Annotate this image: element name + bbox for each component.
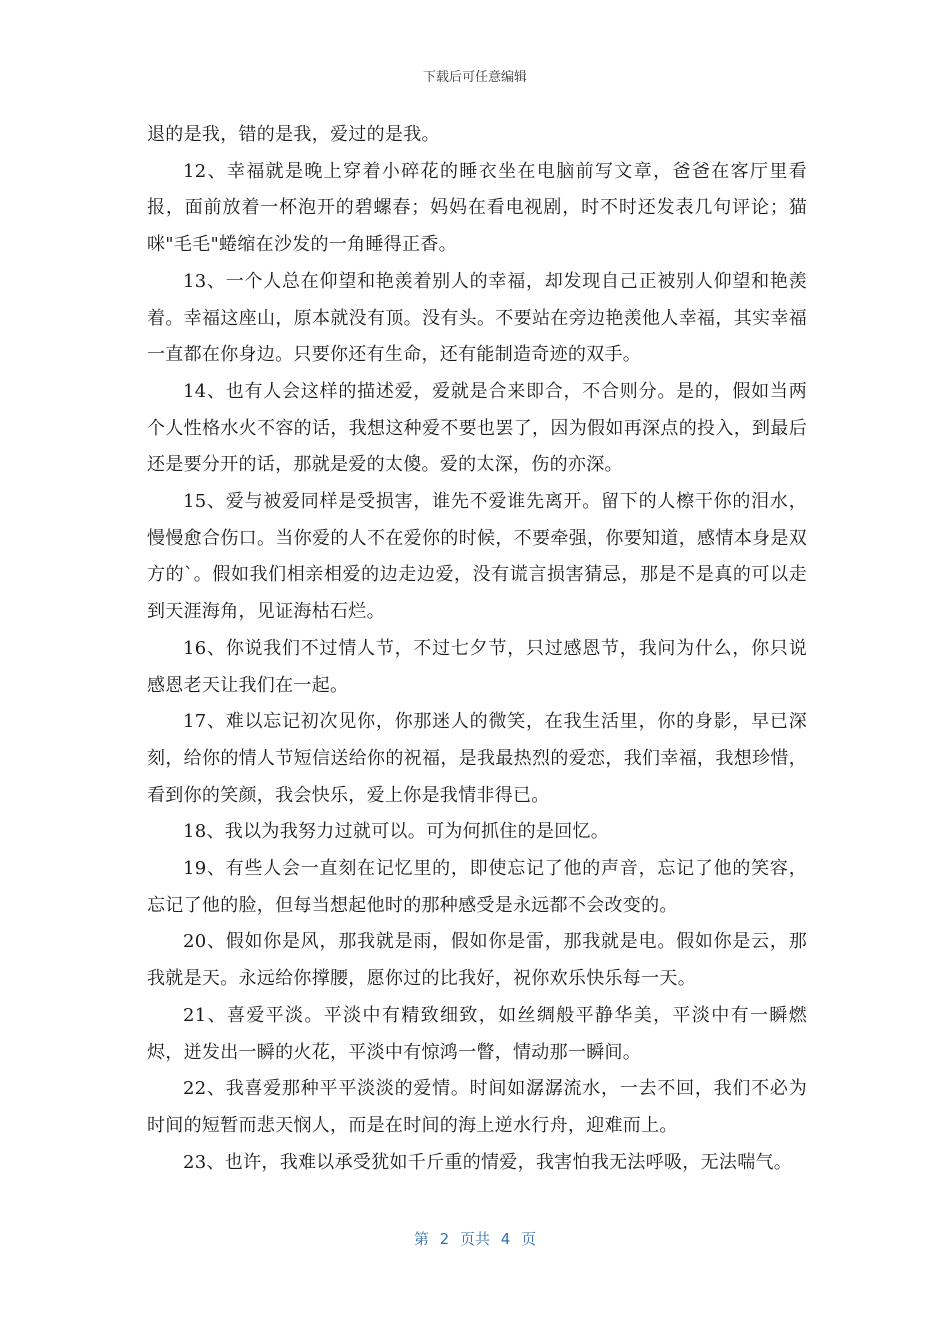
footer-current-page: 2 — [439, 1230, 450, 1248]
footer-label-end: 页 — [521, 1230, 537, 1248]
page-footer — [0, 1228, 950, 1249]
paragraph: 13、一个人总在仰望和艳羡着别人的幸福，却发现自己正被别人仰望和艳羡着。幸福这座山，原本就没有顶。没有头。不要站在旁边艳羡他人幸福，其实幸福一直都在你身边。只要你还有生命，还有能制造奇迹的双手。 — [147, 270, 807, 366]
paragraph: 15、爱与被爱同样是受损害，谁先不爱谁先离开。留下的人檫干你的泪水，慢慢愈合伤口。当你爱的人不在爱你的时候，不要牵强，你要知道，感情本身是双方的`。假如我们相亲相爱的边走边爱，没有谎言损害猜忌，那是不是真的可以走到天涯海角，见证海枯石烂。 — [147, 491, 807, 623]
document-body — [147, 117, 807, 1181]
paragraph: 22、我喜爱那种平平淡淡的爱情。时间如潺潺流水，一去不回，我们不必为时间的短暂而悲天悯人，而是在时间的海上逆水行舟，迎难而上。 — [147, 1078, 807, 1136]
paragraph: 18、我以为我努力过就可以。可为何抓住的是回忆。 — [183, 821, 610, 843]
paragraph: 14、也有人会这样的描述爱，爱就是合来即合，不合则分。是的，假如当两个人性格水火不容的话，我想这种爱不要也罢了，因为假如再深点的投入，到最后还是要分开的话，那就是爱的太傻。爱的太深，伤的亦深。 — [147, 380, 807, 476]
paragraph: 退的是我，错的是我，爱过的是我。 — [147, 124, 440, 145]
footer-label-page: 第 — [413, 1230, 429, 1248]
paragraph: 12、幸福就是晚上穿着小碎花的睡衣坐在电脑前写文章，爸爸在客厅里看报，面前放着一杯泡开的碧螺春；妈妈在看电视剧，时不时还发表几句评论；猫咪"毛毛"蜷缩在沙发的一角睡得正香。 — [147, 160, 807, 256]
footer-label-total: 页共 — [459, 1230, 490, 1248]
paragraph: 17、难以忘记初次见你，你那迷人的微笑，在我生活里，你的身影，早已深刻，给你的情人节短信送给你的祝福，是我最热烈的爱恋，我们幸福，我想珍惜，看到你的笑颜，我会快乐，爱上你是我情非得已。 — [147, 711, 807, 806]
paragraph: 23、也许，我难以承受犹如千斤重的情爱，我害怕我无法呼吸，无法喘气。 — [183, 1151, 793, 1173]
paragraph: 21、喜爱平淡。平淡中有精致细致，如丝绸般平静华美，平淡中有一瞬燃烬，迸发出一瞬的火花，平淡中有惊鸿一瞥，情动那一瞬间。 — [147, 1004, 807, 1063]
paragraph: 19、有些人会一直刻在记忆里的，即使忘记了他的声音，忘记了他的笑容，忘记了他的脸，但每当想起他时的那种感受是永远都不会改变的。 — [147, 858, 807, 916]
paragraph: 20、假如你是风，那我就是雨，假如你是雷，那我就是电。假如你是云，那我就是天。永远给你撑腰，愿你过的比我好，祝你欢乐快乐每一天。 — [147, 931, 807, 990]
footer-total-pages: 4 — [500, 1230, 511, 1248]
header-note: 下载后可任意编辑 — [422, 70, 527, 85]
paragraph: 16、你说我们不过情人节，不过七夕节，只过感恩节，我问为什么，你只说感恩老天让我们在一起。 — [147, 637, 807, 696]
